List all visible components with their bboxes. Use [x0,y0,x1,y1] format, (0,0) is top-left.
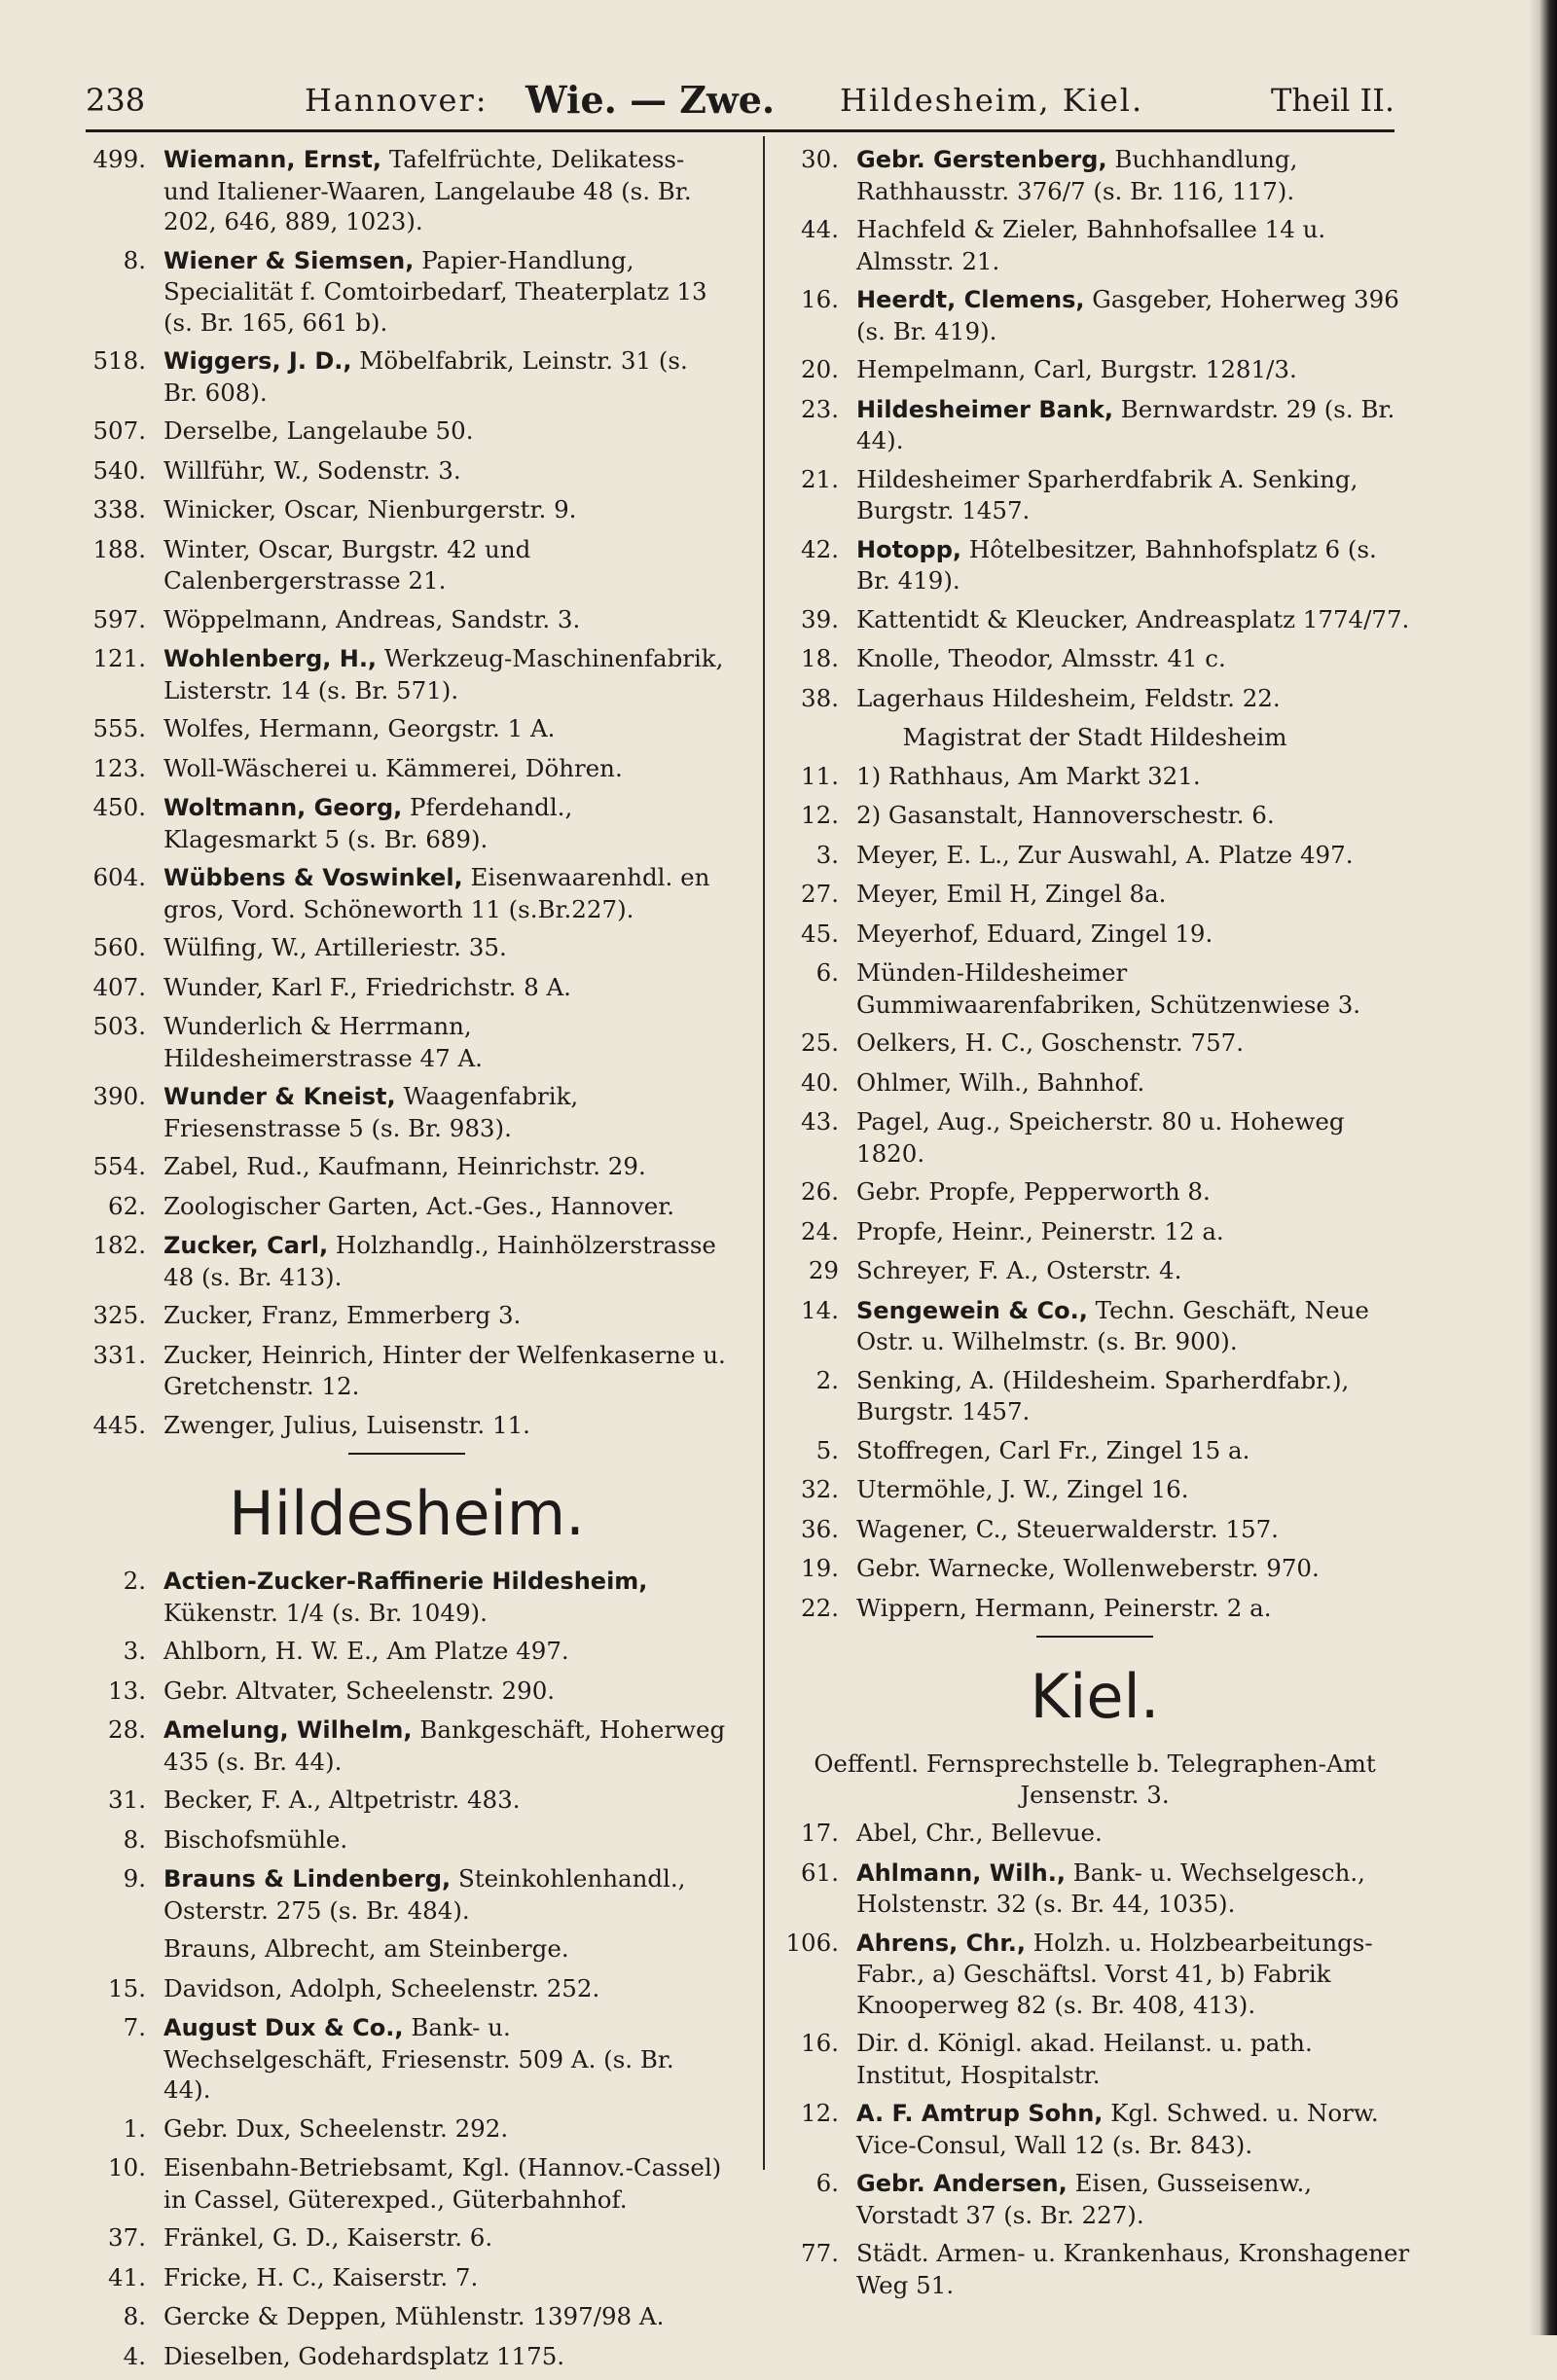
entry-text: Knolle, Theodor, Almsstr. 41 c. [856,644,1226,672]
entry-text: Lagerhaus Hildesheim, Feldstr. 22. [856,683,1281,712]
entry-phone-number: 13. [108,1676,146,1705]
directory-entry [86,1714,728,1777]
entry-phone-number: 554. [92,1152,146,1180]
entry-phone-number: 507. [92,416,146,445]
directory-entry [778,354,1411,386]
entry-phone-number: 4. [123,2341,146,2370]
entry-phone-number: 5. [815,1435,839,1464]
entry-text: Bank- u. Wechselgeschäft, Friesenstr. 509 A. (s. Br. 44). [163,2013,674,2104]
entry-phone-number: 2. [123,1567,146,1595]
entry-text: Eisenbahn-Betriebsamt, Kgl. (Hannov.-Cassel) in Cassel, Güterexped., Güterbahnhof. [163,2153,722,2214]
directory-entry [778,1255,1411,1287]
directory-entry [86,2222,728,2254]
entry-name: August Dux & Co., [163,2014,404,2041]
hannover-entry-list [86,144,728,1441]
entry-name: Gebr. Gerstenberg, [856,146,1107,173]
directory-entry [86,1973,728,2005]
entry-phone-number: 503. [92,1012,146,1040]
entry-text: Ohlmer, Wilh., Bahnhof. [856,1067,1145,1097]
entry-phone-number: 30. [801,145,839,173]
entry-phone-number: 555. [92,714,146,742]
entry-text: 1) Rathhaus, Am Markt 321. [856,761,1201,790]
entry-phone-number: 44. [801,215,839,243]
entry-text: Wülfing, W., Artilleriestr. 35. [163,933,507,961]
entry-phone-number: 25. [801,1028,839,1057]
entry-phone-number: 31. [108,1785,146,1814]
directory-entry [86,2113,728,2146]
entry-phone-number: 123. [92,753,146,782]
directory-entry [86,1081,728,1143]
entry-text: Davidson, Adolph, Scheelenstr. 252. [163,1973,600,2002]
entry-phone-number: 8. [123,2302,146,2330]
entry-text: Winicker, Oscar, Nienburgerstr. 9. [163,495,577,523]
directory-entry [86,415,728,448]
entry-phone-number: 407. [92,972,146,1001]
entry-phone-number: 23. [801,394,839,423]
entry-phone-number: 26. [801,1177,839,1206]
entry-phone-number: 45. [801,919,839,948]
directory-entry [86,1191,728,1223]
entry-phone-number: 450. [92,793,146,821]
entry-text: Eisen, Gusseisenw., Vorstadt 37 (s. Br. 227). [856,2169,1313,2229]
directory-entry [778,1295,1411,1357]
directory-entry [778,957,1411,1020]
directory-entry [86,2152,728,2215]
entry-name: Wunder & Kneist, [163,1083,396,1110]
entry-name: Amelung, Wilhelm, [163,1716,413,1744]
directory-entry [86,2341,728,2373]
entry-text: Gercke & Deppen, Mühlenstr. 1397/98 A. [163,2302,665,2330]
entry-text: 2) Gasanstalt, Hannoverschestr. 6. [856,801,1275,829]
entry-text: Gebr. Altvater, Scheelenstr. 290. [163,1676,556,1705]
entry-text: Bankgeschäft, Hoherweg 435 (s. Br. 44). [163,1715,726,1776]
directory-entry [86,1410,728,1442]
entry-text: Oelkers, H. C., Goschenstr. 757. [856,1028,1245,1057]
section-title-kiel: Kiel. [1030,1661,1160,1732]
entry-phone-number: 12. [801,2099,839,2127]
entry-phone-number: 28. [108,1715,146,1744]
entry-phone-number: 331. [92,1340,146,1369]
entry-name: Woltmann, Georg, [163,794,403,821]
directory-entry [778,879,1411,911]
page-header [86,76,1394,125]
directory-entry [86,455,728,487]
entry-text: Utermöhle, J. W., Zingel 16. [856,1475,1189,1503]
entry-text: Bank- u. Wechselgesch., Holstenstr. 32 (s. Br. 44, 1035). [856,1857,1365,1918]
directory-entry [86,1824,728,1857]
entry-text: Waagenfabrik, Friesenstrasse 5 (s. Br. 983). [163,1082,579,1142]
directory-entry [778,1176,1411,1208]
entry-text: Stoffregen, Carl Fr., Zingel 15 a. [856,1435,1250,1464]
entry-phone-number: 2. [815,1365,839,1394]
directory-entry [778,1818,1411,1850]
kiel-entry-list [778,1818,1411,2300]
directory-entry [778,1216,1411,1248]
entry-phone-number: 12. [801,801,839,829]
entry-phone-number: 18. [801,644,839,672]
entry-phone-number: 29 [808,1256,839,1284]
kiel-intro: Oeffentl. Fernsprechstelle b. Telegraphen-Amt Jensenstr. 3. [814,1749,1376,1809]
entry-phone-number: 604. [92,863,146,891]
entry-phone-number: 1. [123,2113,146,2143]
directory-entry [778,1928,1411,2021]
entry-phone-number: 24. [801,1216,839,1245]
entry-text: Pferdehandl., Klagesmarkt 5 (s. Br. 689). [163,793,573,853]
section-rule [348,1453,465,1455]
book-spine-edge [1528,0,1557,2335]
directory-entry [778,1857,1411,1920]
entry-text: Pagel, Aug., Speicherstr. 80 u. Hoheweg 1820. [856,1107,1345,1168]
directory-entry [778,1435,1411,1467]
entry-phone-number: 560. [92,933,146,961]
entry-text: Derselbe, Langelaube 50. [163,416,474,445]
entry-text: Gasgeber, Hoherweg 396 (s. Br. 419). [856,285,1399,345]
entry-phone-number: 20. [801,355,839,383]
page-number: 238 [86,82,146,119]
directory-entry [86,345,728,408]
directory-entry [778,2098,1411,2160]
directory-entry [86,2012,728,2106]
entry-text: Kgl. Schwed. u. Norw. Vice-Consul, Wall 12 (s. Br. 843). [856,2099,1379,2159]
entry-text: Möbelfabrik, Leinstr. 31 (s. Br. 608). [163,346,688,407]
right-column [778,144,1411,2308]
entry-phone-number: 6. [815,2169,839,2197]
directory-entry [86,2262,728,2294]
directory-entry [86,1011,728,1073]
entry-text: Holzhandlg., Hainhölzerstrasse 48 (s. Br. 413). [163,1231,716,1291]
entry-phone-number: 3. [123,1637,146,1665]
entry-text: Hôtelbesitzer, Bahnhofsplatz 6 (s. Br. 419). [856,534,1377,595]
entry-phone-number: 16. [801,285,839,313]
entry-phone-number: 42. [801,534,839,563]
directory-entry [86,932,728,964]
left-column [86,144,728,2380]
entry-text: Becker, F. A., Altpetristr. 483. [163,1785,521,1814]
entry-name: Brauns & Lindenberg, [163,1865,452,1893]
directory-entry [86,2301,728,2333]
directory-entry [778,144,1411,206]
entry-text: Zwenger, Julius, Luisenstr. 11. [163,1410,530,1439]
entry-text: Wunderlich & Herrmann, Hildesheimerstrasse 47 A. [163,1012,483,1072]
entry-phone-number: 338. [92,495,146,523]
entry-text: Willführ, W., Sodenstr. 3. [163,455,461,485]
entry-phone-number: 6. [815,958,839,987]
entry-text: Hildesheimer Sparherdfabrik A. Senking, Burgstr. 1457. [856,464,1358,524]
entry-phone-number: 39. [801,604,839,633]
entry-text: Tafelfrüchte, Delikatess- und Italiener-Waaren, Langelaube 48 (s. Br. 202, 646, 889, 1023). [163,145,692,235]
directory-entry [778,840,1411,872]
entry-phone-number: 61. [801,1857,839,1887]
directory-entry [86,1676,728,1708]
entry-name: Actien-Zucker-Raffinerie Hildesheim, [163,1568,648,1595]
directory-entry [86,144,728,237]
entry-text: Fränkel, G. D., Kaiserstr. 6. [163,2223,493,2252]
entry-phone-number: 121. [92,644,146,672]
entry-text: Kattentidt & Kleucker, Andreasplatz 1774/77. [856,604,1410,633]
entry-text: Wunder, Karl F., Friedrichstr. 8 A. [163,972,571,1001]
directory-entry [778,1474,1411,1506]
magistrat-entry-list [778,761,1411,1625]
entry-text: Zoologischer Garten, Act.-Ges., Hannover. [163,1191,675,1220]
entry-text: Brauns, Albrecht, am Steinberge. [163,1934,569,1963]
directory-entry [778,214,1411,276]
entry-text: Wagener, C., Steuerwalderstr. 157. [856,1514,1279,1543]
directory-entry [778,534,1411,596]
directory-entry [778,1514,1411,1546]
directory-entry [778,919,1411,951]
entry-phone-number: 7. [123,2013,146,2041]
section-title-hildesheim: Hildesheim. [229,1478,585,1549]
entry-phone-number: 14. [801,1295,839,1324]
directory-entry [86,1636,728,1668]
entry-text: Eisenwaarenhdl. en gros, Vord. Schöneworth 11 (s.Br.227). [163,863,710,923]
entry-phone-number: 21. [801,464,839,493]
entry-phone-number: 41. [108,2262,146,2291]
entry-phone-number: 182. [92,1231,146,1259]
entry-text: Städt. Armen- u. Krankenhaus, Kronshagener Weg 51. [856,2239,1410,2299]
entry-phone-number: 8. [123,1824,146,1854]
directory-entry [778,800,1411,832]
directory-entry [778,2168,1411,2230]
hildesheim-entry-list-continued [778,144,1411,714]
directory-entry [778,394,1411,456]
entry-name: Zucker, Carl, [163,1232,329,1259]
entry-phone-number: 36. [801,1514,839,1543]
header-next-cities: Hildesheim, Kiel. [840,82,1144,119]
entry-phone-number: 325. [92,1301,146,1329]
magistrat-heading: Magistrat der Stadt Hildesheim [902,723,1287,751]
entry-text: Bischofsmühle. [163,1824,348,1854]
entry-text: Werkzeug-Maschinenfabrik, Listerstr. 14 (s. Br. 571). [163,644,724,704]
directory-entry [86,792,728,854]
entry-name: Hildesheimer Bank, [856,395,1113,423]
entry-phone-number: 17. [801,1819,839,1847]
entry-name: Wiemann, Ernst, [163,146,382,173]
directory-entry [778,604,1411,636]
entry-text: Wöppelmann, Andreas, Sandstr. 3. [163,604,581,633]
directory-entry [778,1067,1411,1100]
entry-phone-number: 22. [801,1593,839,1622]
entry-phone-number: 188. [92,534,146,563]
entry-text: Senking, A. (Hildesheim. Sparherdfabr.), Burgstr. 1457. [856,1365,1350,1425]
entry-phone-number: 19. [801,1554,839,1582]
entry-phone-number: 37. [108,2223,146,2252]
entry-text: Meyer, E. L., Zur Auswahl, A. Platze 497. [856,840,1354,869]
entry-text: Ahlborn, H. W. E., Am Platze 497. [163,1637,569,1665]
directory-entry [86,1340,728,1402]
header-city: Hannover: [305,82,489,119]
entry-text: Dir. d. Königl. akad. Heilanst. u. path. Institut, Hospitalstr. [856,2029,1313,2089]
directory-entry [86,1151,728,1183]
entry-text: Schreyer, F. A., Osterstr. 4. [856,1256,1182,1284]
entry-name: Ahlmann, Wilh., [856,1858,1066,1887]
entry-text: Dieselben, Godehardsplatz 1175. [163,2341,565,2370]
entry-phone-number: 77. [801,2239,839,2267]
entry-phone-number: 499. [92,145,146,173]
entry-text: Buchhandlung, Rathhausstr. 376/7 (s. Br. 116, 117). [856,145,1298,205]
entry-name: Ahrens, Chr., [856,1929,1026,1957]
entry-name: Wiggers, J. D., [163,347,352,375]
entry-text: Woll-Wäscherei u. Kämmerei, Döhren. [163,753,623,782]
directory-entry [86,1785,728,1817]
entry-phone-number: 32. [801,1475,839,1503]
directory-entry [778,1593,1411,1625]
entry-text: Bernwardstr. 29 (s. Br. 44). [856,394,1395,454]
entry-text: Wolfes, Hermann, Georgstr. 1 A. [163,714,556,742]
directory-entry [86,1300,728,1332]
header-range: Wie. — Zwe. [525,78,776,122]
directory-entry [86,604,728,636]
entry-text: Zucker, Franz, Emmerberg 3. [163,1301,522,1329]
entry-phone-number: 597. [92,604,146,633]
entry-name: Wübbens & Voswinkel, [163,864,463,891]
entry-text: Hempelmann, Carl, Burgstr. 1281/3. [856,355,1297,383]
directory-entry [86,494,728,526]
entry-phone-number: 27. [801,880,839,908]
directory-entry [86,753,728,785]
entry-text: Zabel, Rud., Kaufmann, Heinrichstr. 29. [163,1152,646,1180]
entry-name: A. F. Amtrup Sohn, [856,2100,1104,2127]
entry-phone-number: 40. [801,1067,839,1097]
entry-phone-number: 62. [108,1191,146,1220]
entry-text: Wippern, Hermann, Peinerstr. 2 a. [856,1593,1272,1622]
entry-phone-number: 106. [785,1928,839,1957]
header-rule [86,129,1394,132]
directory-entry [86,1933,728,1965]
entry-text: Steinkohlenhandl., Osterstr. 275 (s. Br. 484). [163,1864,686,1925]
entry-name: Wohlenberg, H., [163,645,378,672]
directory-entry [86,972,728,1004]
directory-entry [778,683,1411,715]
entry-text: Hachfeld & Zieler, Bahnhofsallee 14 u. Almsstr. 21. [856,215,1326,275]
entry-text: Techn. Geschäft, Neue Ostr. u. Wilhelmstr. (s. Br. 900). [856,1295,1369,1355]
directory-entry [86,534,728,596]
directory-entry [778,1028,1411,1060]
entry-text: Holzh. u. Holzbearbeitungs-Fabr., a) Geschäftsl. Vorst 41, b) Fabrik Knooperweg 82 (s. Br. 408, 413). [856,1928,1373,2019]
entry-text: Gebr. Propfe, Pepperworth 8. [856,1177,1211,1206]
entry-text: Fricke, H. C., Kaiserstr. 7. [163,2262,479,2291]
entry-phone-number: 540. [92,455,146,485]
directory-entry [86,713,728,745]
entry-name: Sengewein & Co., [856,1296,1088,1324]
directory-entry [778,284,1411,346]
hildesheim-entry-list [86,1566,728,2372]
directory-entry [86,245,728,339]
directory-entry [778,761,1411,793]
entry-phone-number: 11. [801,761,839,790]
directory-entry [778,2238,1411,2300]
directory-entry [86,1566,728,1628]
directory-entry [86,1230,728,1292]
entry-phone-number: 15. [108,1973,146,2002]
entry-text: Abel, Chr., Bellevue. [856,1819,1103,1847]
entry-text: Papier-Handlung, Specialität f. Comtoirbedarf, Theaterplatz 13 (s. Br. 165, 661 b). [163,245,707,337]
directory-entry [778,643,1411,675]
directory-entry [778,1553,1411,1585]
entry-text: Zucker, Heinrich, Hinter der Welfenkaserne u. Gretchenstr. 12. [163,1340,726,1400]
directory-entry [778,1106,1411,1169]
header-part: Theil II. [1271,82,1394,119]
directory-entry [778,2028,1411,2090]
column-divider [763,136,765,2170]
entry-phone-number: 9. [123,1864,146,1893]
directory-entry [778,464,1411,526]
directory-entry [86,862,728,924]
entry-phone-number: 445. [92,1410,146,1439]
entry-text: Münden-Hildesheimer Gummiwaarenfabriken, Schützenwiese 3. [856,958,1361,1019]
entry-text: Propfe, Heinr., Peinerstr. 12 a. [856,1216,1224,1245]
entry-phone-number: 38. [801,683,839,712]
entry-name: Wiener & Siemsen, [163,246,415,274]
entry-phone-number: 10. [108,2153,146,2182]
entry-text: Meyerhof, Eduard, Zingel 19. [856,919,1213,948]
entry-name: Heerdt, Clemens, [856,286,1085,313]
entry-name: Hotopp, [856,535,962,563]
entry-phone-number: 8. [123,245,146,274]
directory-entry [86,643,728,705]
entry-phone-number: 518. [92,346,146,375]
entry-text: Kükenstr. 1/4 (s. Br. 1049). [163,1598,488,1627]
entry-text: Gebr. Dux, Scheelenstr. 292. [163,2113,509,2143]
directory-entry [778,1365,1411,1427]
section-rule [1036,1636,1153,1638]
entry-phone-number: 16. [801,2029,839,2057]
entry-text: Meyer, Emil H, Zingel 8a. [856,880,1167,908]
entry-text: Winter, Oscar, Burgstr. 42 und Calenbergerstrasse 21. [163,534,531,595]
entry-phone-number: 43. [801,1107,839,1136]
entry-text: Gebr. Warnecke, Wollenweberstr. 970. [856,1554,1320,1582]
entry-name: Gebr. Andersen, [856,2170,1068,2197]
directory-entry [86,1863,728,1926]
entry-phone-number: 390. [92,1082,146,1110]
entry-phone-number: 3. [815,840,839,869]
